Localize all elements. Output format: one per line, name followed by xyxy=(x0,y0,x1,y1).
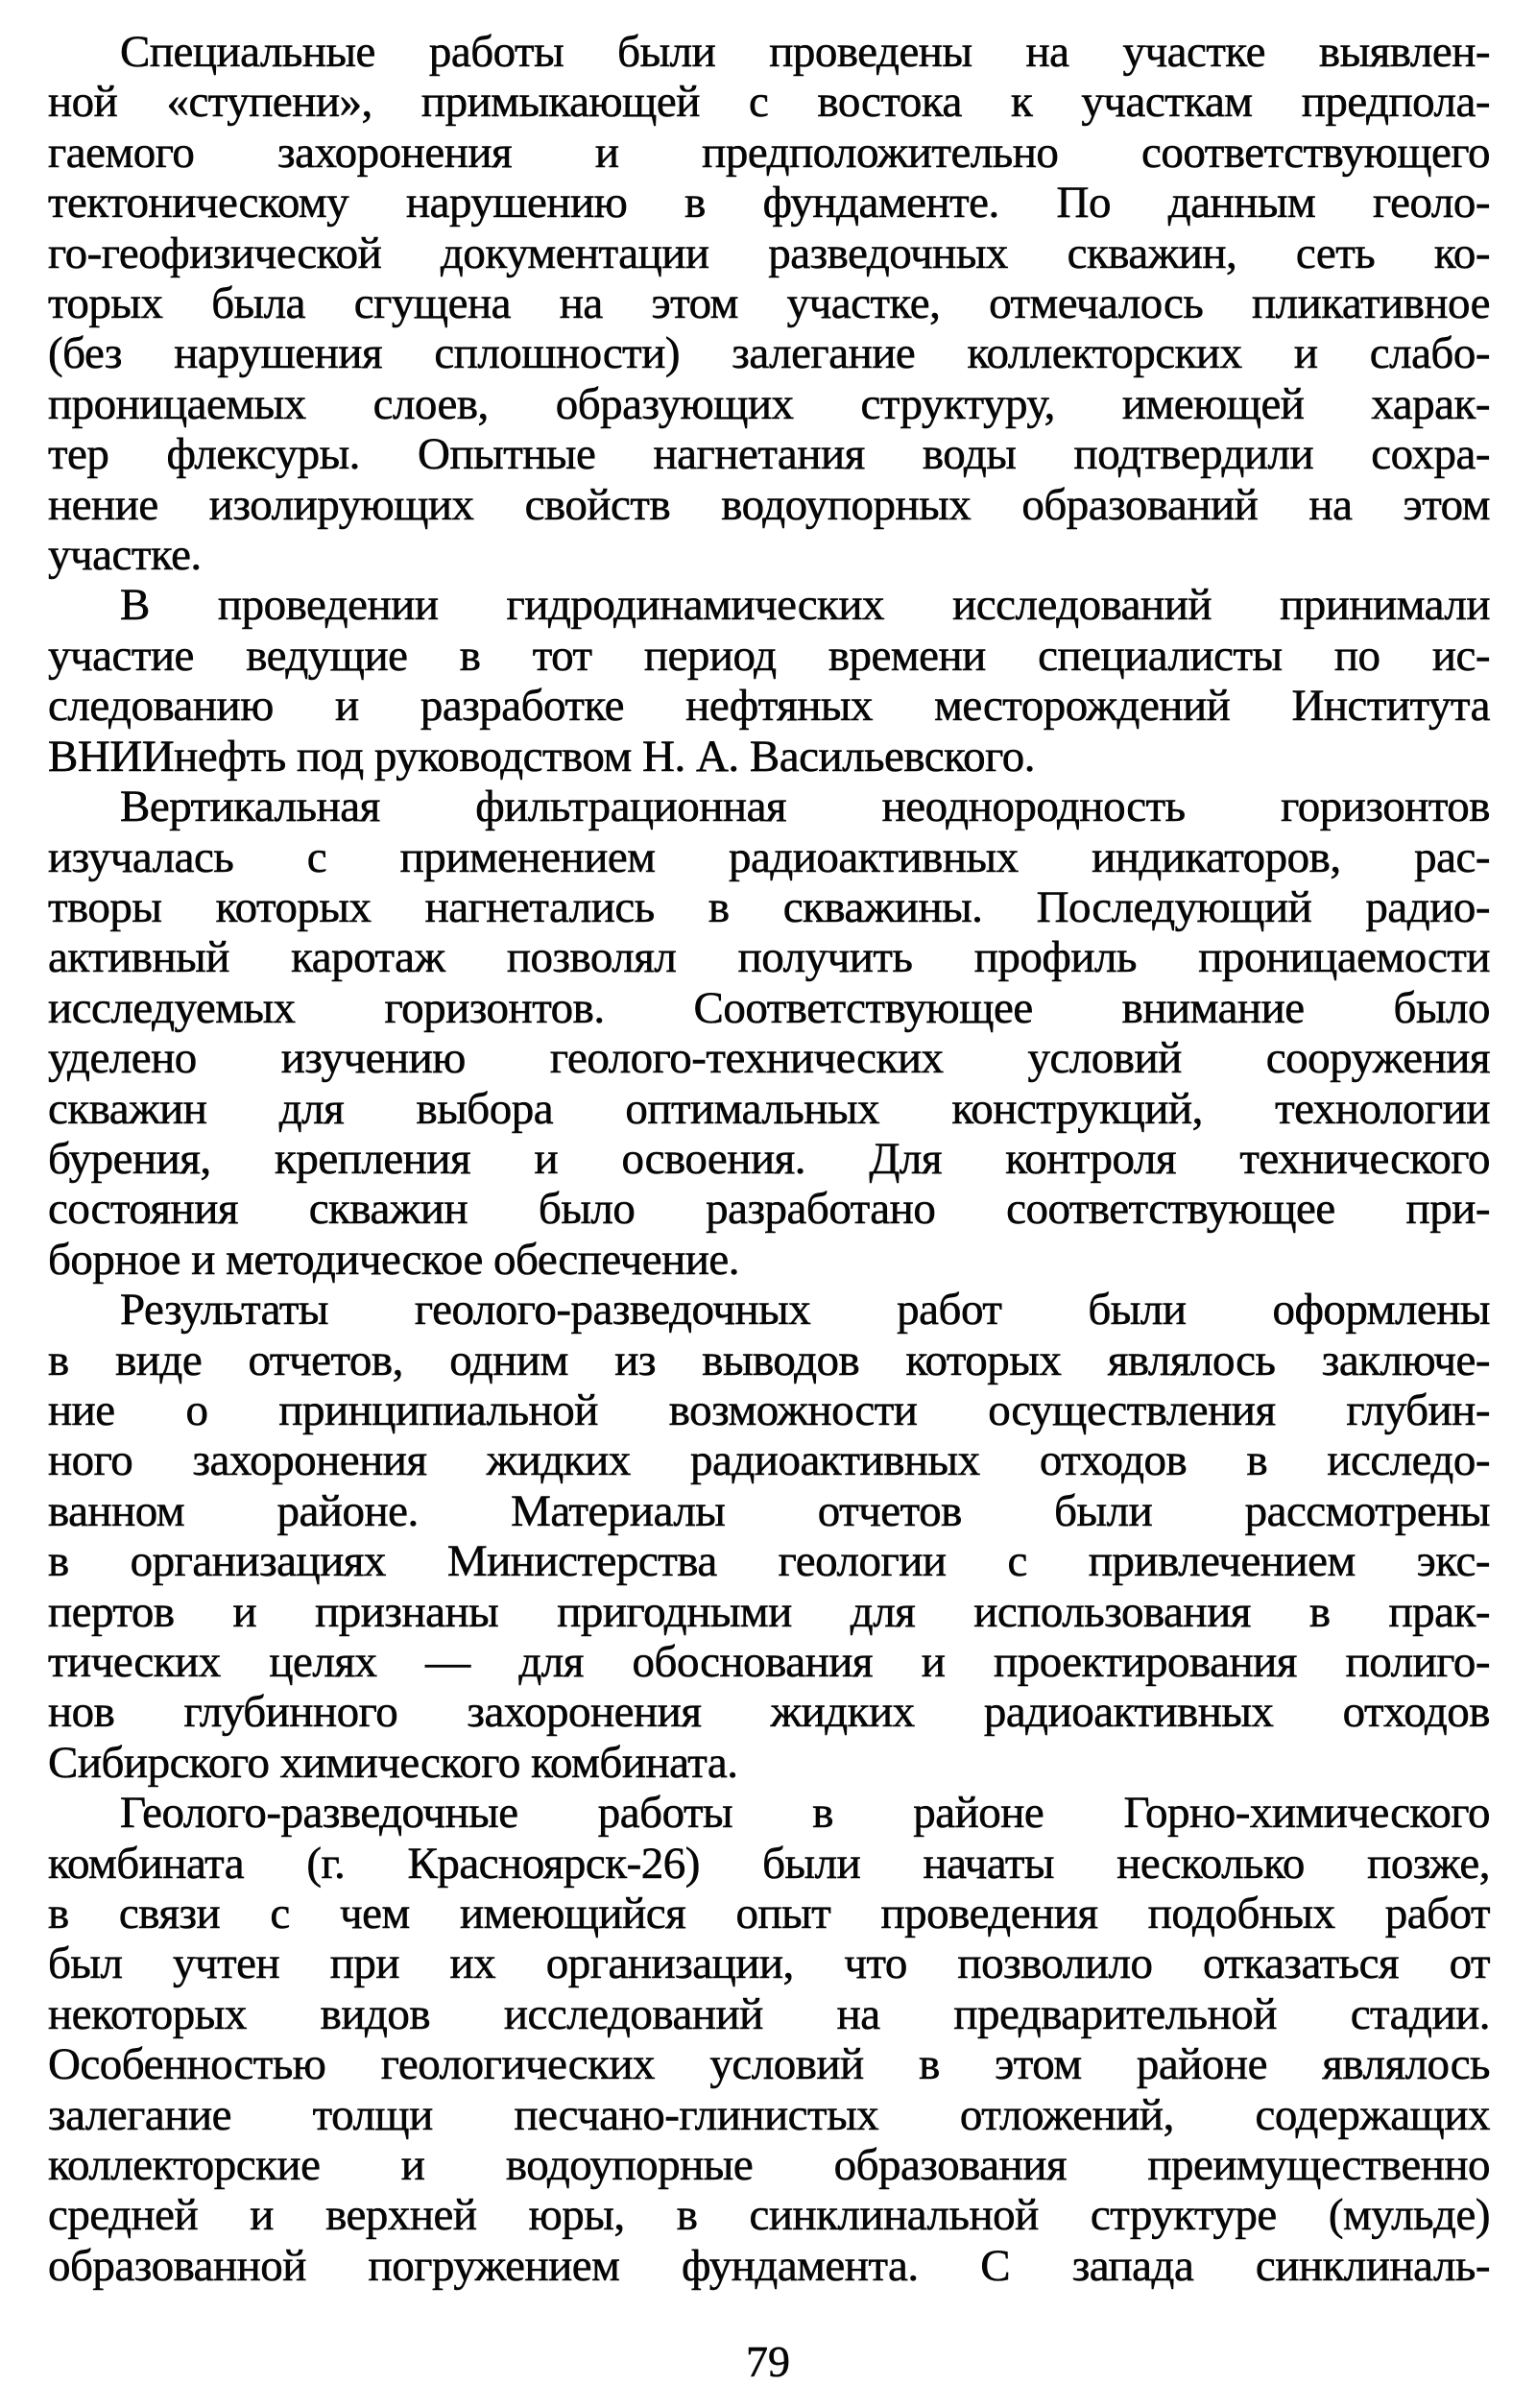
text-line: нов глубинного захоронения жидких радиоактивных отходов xyxy=(48,1687,1490,1738)
text-line: образованной погружением фундамента. С запада синклиналь- xyxy=(48,2240,1490,2291)
text-line: комбината (г. Красноярск-26) были начаты несколько позже, xyxy=(48,1838,1490,1889)
text-line: залегание толщи песчано-глинистых отложений, содержащих xyxy=(48,2089,1490,2140)
text-line: участке. xyxy=(48,530,202,581)
text-line: (без нарушения сплошности) залегание коллекторских и слабо- xyxy=(48,328,1490,379)
text-line: творы которых нагнетались в скважины. Последующий радио- xyxy=(48,881,1490,932)
text-line: в организациях Министерства геологии с привлечением экс- xyxy=(48,1536,1490,1587)
text-line: Результаты геолого-разведочных работ были оформлены xyxy=(120,1285,1490,1336)
text-line: ние о принципиальной возможности осуществления глубин- xyxy=(48,1385,1490,1435)
text-line: был учтен при их организации, что позволило отказаться от xyxy=(48,1938,1490,1989)
text-line: средней и верхней юры, в синклинальной структуре (мульде) xyxy=(48,2190,1490,2241)
text-line: уделено изучению геолого-технических условий сооружения xyxy=(48,1033,1490,1084)
text-line: торых была сгущена на этом участке, отмечалось пликативное xyxy=(48,278,1490,329)
text-line: проницаемых слоев, образующих структуру, имеющей харак- xyxy=(48,378,1490,429)
text-line: изучалась с применением радиоактивных индикаторов, рас- xyxy=(48,831,1490,882)
text-line: ного захоронения жидких радиоактивных отходов в исследо- xyxy=(48,1435,1490,1486)
text-line: Специальные работы были проведены на участке выявлен- xyxy=(120,27,1490,77)
text-block xyxy=(48,27,1490,2291)
text-line: борное и методическое обеспечение. xyxy=(48,1234,739,1285)
text-line: бурения, крепления и освоения. Для контроля технического xyxy=(48,1133,1490,1184)
text-line: гаемого захоронения и предположительно соответствующего xyxy=(48,127,1490,178)
text-line: пертов и признаны пригодными для использования в прак- xyxy=(48,1586,1490,1637)
text-line: скважин для выбора оптимальных конструкций, технологии xyxy=(48,1083,1490,1134)
text-line: в виде отчетов, одним из выводов которых являлось заключе- xyxy=(48,1335,1490,1385)
text-line: тических целях — для обоснования и проектирования полиго- xyxy=(48,1637,1490,1687)
text-line: в связи с чем имеющийся опыт проведения подобных работ xyxy=(48,1889,1490,1939)
text-line: тер флексуры. Опытные нагнетания воды подтвердили сохра- xyxy=(48,429,1490,480)
text-line: состояния скважин было разработано соответствующее при- xyxy=(48,1184,1490,1235)
text-line: исследуемых горизонтов. Соответствующее внимание было xyxy=(48,982,1490,1033)
text-line: В проведении гидродинамических исследований принимали xyxy=(120,580,1490,631)
text-line: Особенностью геологических условий в этом районе являлось xyxy=(48,2039,1490,2090)
page-number: 79 xyxy=(746,2337,790,2386)
text-line: го-геофизической документации разведочных скважин, сеть ко- xyxy=(48,228,1490,278)
text-line: активный каротаж позволял получить профиль проницаемости xyxy=(48,932,1490,983)
text-line: ВНИИнефть под руководством Н. А. Васильевского. xyxy=(48,731,1035,782)
text-line: Вертикальная фильтрационная неоднородность горизонтов xyxy=(120,782,1490,832)
text-line: участие ведущие в тот период времени специалисты по ис- xyxy=(48,630,1490,681)
text-line: коллекторские и водоупорные образования преимущественно xyxy=(48,2140,1490,2191)
text-line: Сибирского химического комбината. xyxy=(48,1737,738,1788)
text-line: некоторых видов исследований на предварительной стадии. xyxy=(48,1988,1490,2039)
text-line: ной «ступени», примыкающей с востока к участкам предпола- xyxy=(48,77,1490,128)
text-line: Геолого-разведочные работы в районе Горно-химического xyxy=(120,1788,1490,1839)
text-line: нение изолирующих свойств водоупорных образований на этом xyxy=(48,479,1490,530)
text-line: следованию и разработке нефтяных месторождений Института xyxy=(48,681,1490,732)
text-line: ванном районе. Материалы отчетов были рассмотрены xyxy=(48,1485,1490,1536)
text-line: тектоническому нарушению в фундаменте. По данным геоло- xyxy=(48,178,1490,229)
